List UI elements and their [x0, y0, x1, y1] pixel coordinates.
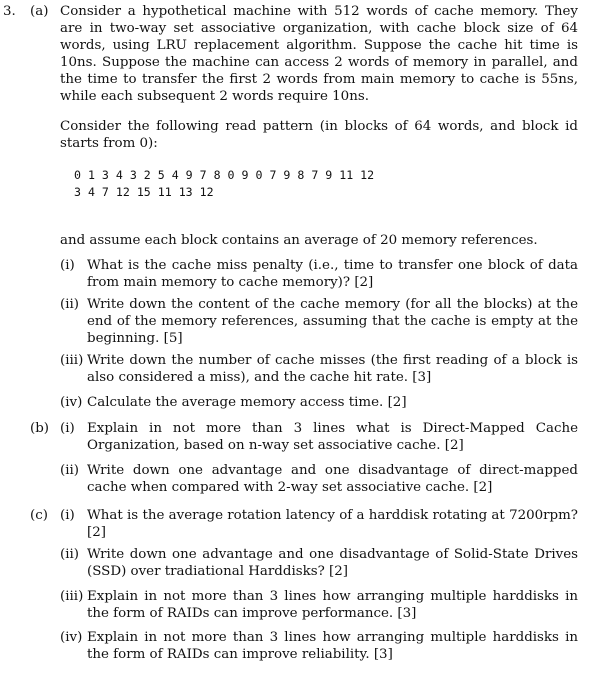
item-text: What is the average rotation latency of a harddisk rotating at 7200rpm? [2] — [87, 508, 578, 540]
item-label: (iv) — [60, 630, 83, 645]
part-a-item-i — [60, 257, 578, 291]
part-b-label: (b) — [30, 421, 50, 436]
item-text: Write down one advantage and one disadvantage of Solid-State Drives (SSD) over tradiational Harddisks? [2] — [87, 547, 578, 579]
item-label: (iii) — [60, 589, 84, 604]
part-c-label: (c) — [30, 508, 48, 523]
item-text: What is the cache miss penalty (i.e., time to transfer one block of data from main memory to cache memory)? [2] — [87, 258, 578, 290]
part-a-assume: and assume each block contains an average of 20 memory references. — [60, 233, 538, 248]
question-number: 3. — [3, 4, 16, 19]
part-a-item-ii — [60, 296, 578, 347]
part-a-intro: Consider a hypothetical machine with 512 words of cache memory. They are in two-way set associative organization, with cache block size of 64 words, using LRU replacement algorithm. Suppose the cache hit time is 10ns. Suppose the machine can access 2 words of memory in parallel, and the time to transfer the first 2 words from main memory to cache is 55ns, while each subsequent 2 words require 10ns. — [60, 4, 578, 104]
part-c-item-iii — [60, 588, 578, 622]
read-pattern-line-1: 0 1 3 4 3 2 5 4 9 7 8 0 9 0 7 9 8 7 9 11 12 — [74, 168, 375, 182]
item-label: (ii) — [60, 463, 80, 478]
item-label: (i) — [60, 258, 75, 273]
item-text: Explain in not more than 3 lines how arranging multiple harddisks in the form of RAIDs can improve performance. [3] — [87, 589, 578, 621]
part-a-item-iii — [60, 352, 578, 386]
item-label: (iii) — [60, 353, 84, 368]
item-label: (i) — [60, 421, 75, 436]
item-text: Calculate the average memory access time. [2] — [87, 395, 407, 410]
part-c-item-ii — [60, 546, 578, 580]
item-text: Write down one advantage and one disadvantage of direct-mapped cache when compared with 2-way set associative cache. [2] — [87, 463, 578, 495]
item-label: (ii) — [60, 547, 80, 562]
part-a-pattern-intro: Consider the following read pattern (in blocks of 64 words, and block id starts from 0): — [60, 119, 578, 151]
part-b-item-ii — [60, 462, 578, 496]
read-pattern-line-2: 3 4 7 12 15 11 13 12 — [74, 185, 214, 199]
item-label: (i) — [60, 508, 75, 523]
part-a-label: (a) — [30, 4, 49, 19]
item-label: (iv) — [60, 395, 83, 410]
part-c-item-iv — [60, 629, 578, 663]
part-b-item-i — [60, 420, 578, 454]
item-text: Explain in not more than 3 lines how arranging multiple harddisks in the form of RAIDs can improve reliability. [3] — [87, 630, 578, 662]
part-c-item-i — [60, 507, 578, 541]
item-text: Explain in not more than 3 lines what is Direct-Mapped Cache Organization, based on n-way set associative cache. [2] — [87, 421, 578, 453]
item-label: (ii) — [60, 297, 80, 312]
item-text: Write down the number of cache misses (the first reading of a block is also considered a miss), and the cache hit rate. [3] — [87, 353, 578, 385]
part-a-item-iv — [60, 394, 578, 411]
item-text: Write down the content of the cache memory (for all the blocks) at the end of the memory references, assuming that the cache is empty at the beginning. [5] — [87, 297, 578, 346]
